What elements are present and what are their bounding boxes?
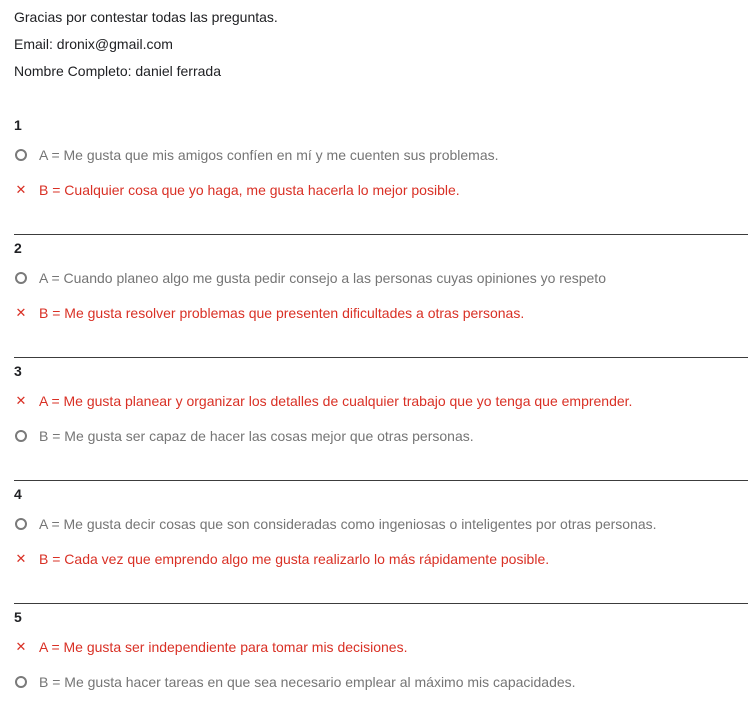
question-number: 1 [14,117,22,133]
question-number: 4 [14,486,22,502]
option-b [14,303,524,323]
question-divider [14,603,748,604]
question-number: 5 [14,609,22,625]
option-label: A = Cuando planeo algo me gusta pedir consejo a las personas cuyas opiniones yo respeto [39,270,606,286]
question-number: 2 [14,240,22,256]
question-divider [14,234,748,235]
question-divider [14,357,748,358]
option-label: B = Me gusta resolver problemas que presenten dificultades a otras personas. [39,305,525,321]
x-mark-icon: ✕ [15,639,27,654]
option-label: A = Me gusta que mis amigos confíen en mí y me cuenten sus problemas. [39,147,499,163]
option-label: A = Me gusta ser independiente para tomar mis decisiones. [39,639,408,655]
option-label: A = Me gusta decir cosas que son consideradas como ingeniosas o inteligentes por otras personas. [39,516,657,532]
thanks-message: Gracias por contestar todas las preguntas. [14,9,278,25]
x-mark-icon: ✕ [15,393,27,408]
option-label: B = Me gusta ser capaz de hacer las cosas mejor que otras personas. [39,428,474,444]
radio-circle-icon [14,429,28,443]
option-b [14,426,474,446]
email-line: Email: dronix@gmail.com [14,36,173,52]
option-b [14,672,576,692]
option-label: B = Me gusta hacer tareas en que sea necesario emplear al máximo mis capacidades. [39,674,576,690]
option-label: A = Me gusta planear y organizar los detalles de cualquier trabajo que yo tenga que emprender. [39,393,633,409]
full-name-line: Nombre Completo: daniel ferrada [14,63,221,79]
option-b [14,549,549,569]
radio-circle-icon [14,271,28,285]
x-mark-icon: ✕ [15,305,27,320]
option-a [14,391,632,411]
question-number: 3 [14,363,22,379]
x-mark-icon: ✕ [15,551,27,566]
option-a [14,514,657,534]
option-a [14,268,606,288]
option-b [14,180,460,200]
option-label: B = Cualquier cosa que yo haga, me gusta hacerla lo mejor posible. [39,182,460,198]
option-a [14,637,407,657]
question-divider [14,480,748,481]
radio-circle-icon [14,148,28,162]
radio-circle-icon [14,517,28,531]
option-a [14,145,499,165]
radio-circle-icon [14,675,28,689]
x-mark-icon: ✕ [15,182,27,197]
option-label: B = Cada vez que emprendo algo me gusta realizarlo lo más rápidamente posible. [39,551,550,567]
